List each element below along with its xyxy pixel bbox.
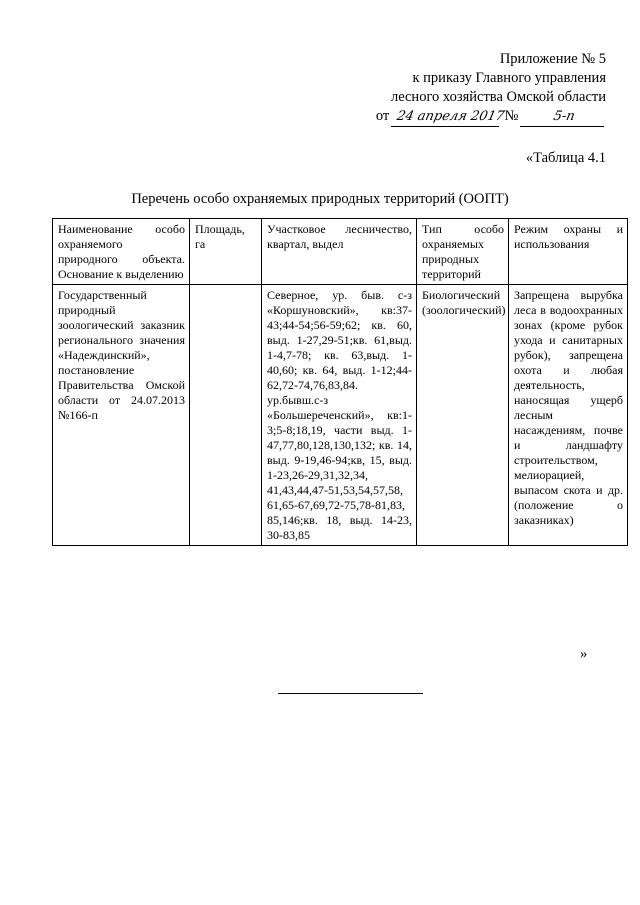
bottom-divider-line: [278, 693, 423, 694]
header-location: Участковое лесничество, квартал, выдел: [262, 219, 417, 285]
header-type: Тип особо охраняемых природных территорий: [417, 219, 509, 285]
cell-regime: Запрещена вырубка леса в водоохранных зонах (кроме рубок ухода и санитарных рубок), запрещена охота и любая деятельность, наносящая ущерб лесным насаждениям, почве и ландшафту строительством, мелиорацией, выпасом скота и др. (положение о заказниках): [509, 285, 628, 546]
cell-name: Государственный природный зоологический заказник регионального значения «Надеждинский», постановление Правительства Омской области от 24.07.2013 №166-п: [53, 285, 190, 546]
closing-quote: »: [580, 646, 588, 662]
number-sign: №: [504, 108, 519, 124]
appendix-number: Приложение № 5: [499, 51, 606, 67]
handwritten-number: 5-п: [520, 107, 608, 127]
header-area: Площадь, га: [190, 219, 262, 285]
document-title: Перечень особо охраняемых природных территорий (ООПТ): [131, 191, 509, 207]
order-reference: к приказу Главного управления: [412, 70, 606, 86]
handwritten-date: 24 апреля 2017: [391, 107, 503, 127]
issuing-authority: лесного хозяйства Омской области: [390, 89, 606, 105]
cell-area: [190, 285, 262, 546]
table-header-row: [53, 219, 628, 285]
order-date-number-line: [376, 107, 606, 127]
table-caption: «Таблица 4.1: [525, 150, 606, 166]
header-regime: Режим охраны и использования: [509, 219, 628, 285]
protected-areas-table: [52, 218, 628, 546]
header-name: Наименование особо охраняемого природного объекта. Основание к выделению: [53, 219, 190, 285]
cell-type: Биологический (зоологический): [417, 285, 509, 546]
cell-location: Северное, ур. быв. с-з «Коршуновский», кв:37-43;44-54;56-59;62; кв. 60, выд. 1-27,29-51;кв. 61,выд. 1-4,7-78; кв. 63,выд. 1-40,60; кв. 64, выд. 1-12;44-62,72-74,76,83,84. ур.бывш.с-з «Большереченский», кв:1-3;5-8;18,19, части выд. 1-47,77,80,128,130,132; кв. 14, выд. 9-19,46-94;кв, 15, выд. 1-23,26-29,31,32,34, 41,43,44,47-51,53,54,57,58, 61,65-67,69,72-75,78-81,83, 85,146;кв. 18, выд. 14-23, 30-83,85: [262, 285, 417, 546]
appendix-header: [376, 50, 606, 127]
from-label: от: [375, 108, 390, 124]
table-row: [53, 285, 628, 546]
